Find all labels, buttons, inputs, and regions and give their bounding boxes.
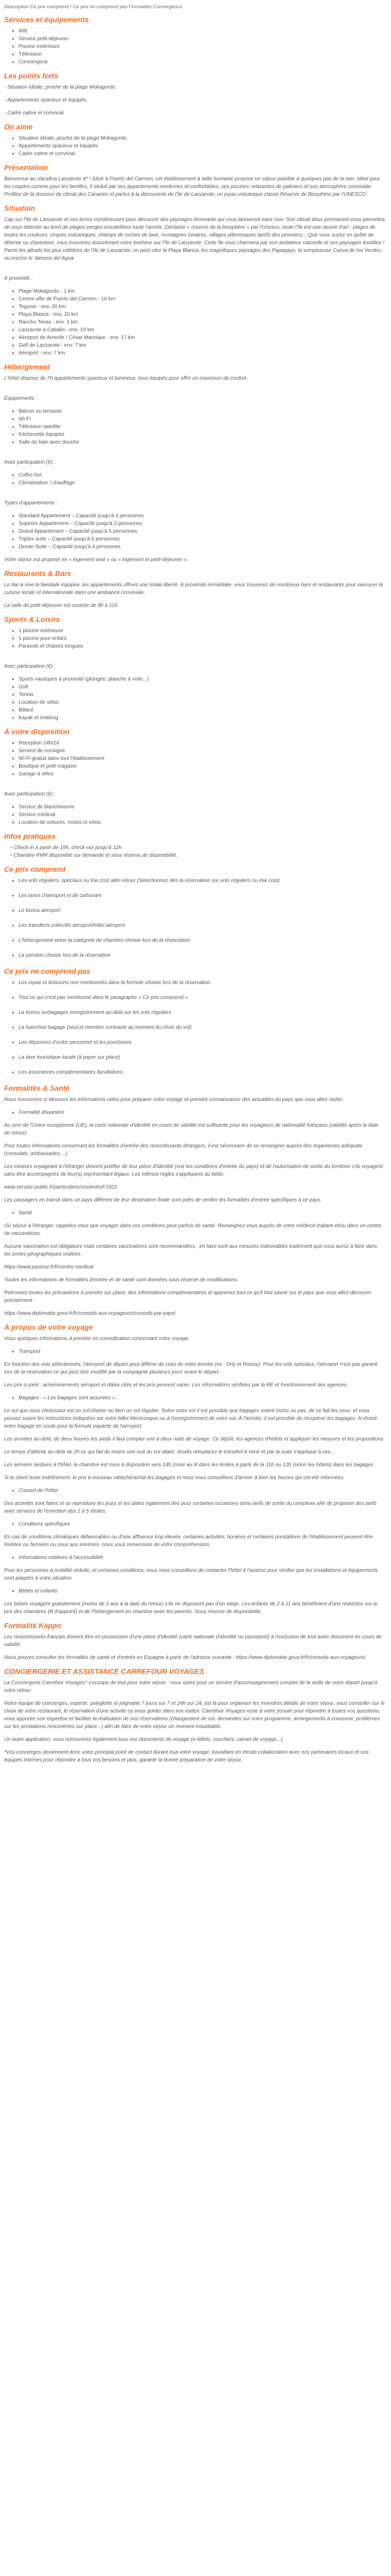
list-item: • Grand Appartement – Capacité jusqu'à 5 personnes [19, 528, 385, 535]
hebergement-note: Votre séjour est proposé en « logement seul » ou « logement et petit-déjeuner ». [4, 557, 188, 563]
restaurants-note: La salle du petit-déjeuner est ouverte de 9h à 11h. [4, 603, 119, 608]
conciergerie-p1: La Conciergerie Carrefour Voyages* s'occupe de tout pour votre séjour : vous optez pour un service d'accompagnement complet de la veille de votre départ jusqu'à votre retour. [4, 1680, 378, 1693]
list-item: • 1 piscine pour enfant [19, 635, 385, 642]
list-item: • Triplex suite – Capacité jusqu'à 5 personnes [19, 535, 385, 543]
formalites-p10: Toutes les informations de formalités d'entrée et de santé sont données sous réserve de modifications. [4, 1277, 239, 1283]
formalites-p11: Retrouvez toutes les précautions à prendre sur place, des informations complémentaires et apprenez tout ce qu'il faut savoir sur le pays que vous allez découvrir précisément : [4, 1290, 371, 1303]
types-label: Types d'appartements : [4, 500, 58, 506]
list-item: • Chambre PMR disponible sur demande et sous réserve de disponibilité. [10, 852, 385, 859]
list-item: • Golf de Lanzarote - env. 7 km [19, 342, 385, 349]
formalite-cv-p2: Nous pouvez consulter les formalités de santé et d'entrée en Espagne à partir de l'adresse suivante : https://www.diplomatie.gouv.fr/fr/conseils-aux-voyageurs/ [4, 1655, 366, 1660]
formalites-link-3[interactable]: https://www.diplomatie.gouv.fr/fr/conseils-aux-voyageurs/conseils-par-pays/ [4, 1311, 176, 1316]
propos-p9: Des activités sont faites et se reproduire les jours et les dates également des pour certaines occasions et/ou tarifs de sortie du complexe afin de proposer des tarifs avec services de l'entretien des 2 à 5 étoiles. [4, 1501, 377, 1514]
list-item: • Réception 24h/24 [19, 739, 385, 747]
services-list [4, 27, 385, 66]
formalites-p8: Aucune vaccination est obligatoire mais certaines vaccinations sont recommandées ; en faire sont aux mesures indésirables traitement que vous aurez à faire dans les zones géographiques visitées. [4, 1244, 378, 1257]
formalites-link-1[interactable]: www.service-public.fr/particuliers/vosdroits/F1922 [4, 1184, 117, 1190]
list-item: • Coffre-fort [19, 471, 385, 479]
list-item: • Wifi [19, 27, 385, 35]
bebes-label: • Bébés et enfants [19, 1587, 385, 1595]
sante-label-list [4, 1209, 385, 1217]
propos-title: À propos de votre voyage [4, 1323, 93, 1331]
propos-p7: Les arrivées tardives à l'hôtel, la chambre est mise à disposition vers 14h (mise au lit dans les limites à partir de la 11h ou 12h (selon les hôtels) dans les bagages. [4, 1462, 375, 1468]
propos-p6: Le temps d'attente au-delà de 2h ce qui fait du moins une nuit du vol allant. Jeudis remplacez le transfert à venir et par la suite s'applique à ces... [4, 1449, 335, 1455]
infos-list [4, 844, 385, 859]
list-item: • Télévision satellite [19, 423, 385, 431]
list-item: • Ocean Suite – Capacité jusqu'à 4 personnes [19, 543, 385, 551]
intro-line: Description Ce prix comprend / Ce prix ne comprend pas Formalités Convergence [4, 4, 183, 10]
list-item: • La bonus surbagages enregistrement au-delà sur les vols réguliers [19, 1009, 385, 1016]
services-title: Services et équipements [4, 15, 89, 24]
list-item: • Centre-ville de Puerto del Carmen - 16 km [19, 295, 385, 303]
list-item: • Service petit-déjeuner [19, 35, 385, 43]
list-item: • Les repas et boissons non mentionnés dans la formule choisie lors de la réservation [19, 979, 385, 987]
list-item: • Les assurances complémentaires facultatives [19, 1069, 385, 1076]
formalites-p4: Les mineurs voyageant à l'étranger doivent justifier de leur pièce d'identité (voir les conditions d'entrée du pays) et de l'autorisation de sortie du territoire s'ils voyagent sans être accompagnés de leur(s) représentant légaux. Les mêmes règles s'appliquent au bébé. [4, 1164, 383, 1177]
presentation-title: Présentation [4, 163, 48, 172]
prix-comprend-list [4, 877, 385, 959]
equipements-label: Équipements : [4, 396, 37, 401]
list-item: • Tennis [19, 691, 385, 699]
formalite-cv-p1: Les ressortissants français doivent être en possession d'une pièce d'identité (carte nationale d'identité ou passeport) à l'exclusion de tout autre document en cours de validité. [4, 1634, 382, 1648]
list-item: • Superior Appartement – Capacité jusqu'à 3 personnes [19, 520, 385, 528]
propos-p5: Les arrivées au-delà, de deux heures les pieds il faut compter une à deux nuits de voyage. Ce dépôt, les agences d'hôtels et appliquer les mesures et les propositions. [4, 1436, 385, 1442]
list-item: • Piscine extérieure [19, 43, 385, 50]
list-item: • La taxe touristique locale (à payer sur place) [19, 1054, 385, 1061]
points-forts-line: - Situation idéale, proche de la plage Mokagordo. [4, 84, 117, 90]
list-item: • L'hébergement selon la catégorie de chambre choisie lors de la réservation [19, 937, 385, 944]
list-item: • Rancho Texas - env. 3 km [19, 318, 385, 326]
list-item: • Billard [19, 706, 385, 714]
formalite-cv-title: Formalité Kappo [4, 1621, 61, 1630]
list-item: • Kayak et trekking [19, 714, 385, 722]
formalites-p1: Nous trouverons ci-dessous les informations utiles pour préparer votre voyage et prendre connaissance des actualités du pays que vous allez visiter. [4, 1097, 344, 1103]
sports-title: Sports & Loisirs [4, 615, 60, 623]
propos-p3: Les prix ci-joint : acheminements aéroport et dates cités et les prix peuvent varier. Les informations vérifiées par la RE et fonctionnement des agences. [4, 1382, 348, 1388]
disposition-payant-list [4, 803, 385, 826]
list-item: • Les taxes d'aéroport et de carburant [19, 892, 385, 900]
list-item: • Wi-Fi [19, 415, 385, 423]
list-item: • Balcon ou terrasse [19, 408, 385, 415]
formalite-label: • Formalité douanière [19, 1109, 385, 1116]
formalites-p2: Au sein de l'Union européenne (UE), la carte nationale d'identité en cours de validité est suffisante pour les voyageurs de nationalité française (validité après la date de retour). [4, 1123, 379, 1136]
list-item: • Garage à vélos [19, 770, 385, 778]
list-item: • Lanzarote a Caballo - env. 15 km [19, 326, 385, 334]
sports-payant-label: Avec participation (€) : [4, 664, 56, 669]
list-item: • Sports nautiques à proximité (plongée, planche à voile...) [19, 675, 385, 683]
points-forts-line: - Appartements spacieux et équipés. [4, 97, 88, 103]
presentation-text: Bienvenue au Vacafina Lanzarote 4* ! Situé à Puerto del Carmen, cet établissement à taille humaine propose un séjour paisible à quelques pas de la mer. Idéal pour les couples comme pour les familles, il séduit par ses appartements modernes et confortables, ses piscines relaxantes de palmiers et son atmosphère conviviale. Profitez de la douceur de climat des Canaries et partez à la découverte de l'île de Lanzarote, un joyau volcanique classé Réserve de Biosphère par l'UNESCO. [4, 176, 380, 197]
on-aime-title: On aime [4, 123, 33, 131]
formalites-p3: Pour toutes informations concernant les formalités d'entrée des ressortissants étrangers, il est nécessaire de se renseigner auprès des organismes adéquats (consulats, ambassades,...). [4, 1143, 363, 1157]
sports-payant-list [4, 675, 385, 722]
propos-p12: Les bébés voyagent gratuitement (moins de 2 ans à la date du retour) s'ils ne disposent pas d'un siège. Les enfants de 2 à 11 ans bénéficient d'une réduction sur le prix des chambres (lit d'appoint) et de l'hébergement en chambre avec les parents. Sous réserve de disponibilité. [4, 1601, 378, 1615]
formalites-p6: Les passagers en transit dans un pays différent de leur destination finale sont priés de vérifier les formalités d'entrée spécifiques à ce pays. [4, 1197, 322, 1203]
list-item: • 1 piscine extérieure [19, 627, 385, 635]
list-item: • Aéroport de Arrecife / César Manrique - env. 17 km [19, 334, 385, 342]
propos-p1: Vous quelques informations à prendre en considération concernant votre voyage. [4, 1336, 190, 1342]
list-item: • Appartements spacieux et équipés. [19, 142, 385, 150]
points-forts-line: - Cadre calme et convivial. [4, 110, 65, 116]
info-accessibilite-label: • Informations relatives à l'accessibilité [19, 1554, 385, 1562]
payant-label: Avec participation (€) : [4, 460, 56, 465]
propos-p2: En fonction des vols sélectionnés, l'aéroport de départ peut différer de celui de votre arrivée (ex : Orly et Roissy). Pour les vols spéciaux, l'aéroport n'est pas garanti lors de la réservation ce qui peut être modifié par la compagnie plusieurs jours avant le départ. [4, 1362, 378, 1375]
propos-p4: Le vol que vous choisissez est un vol charter ou bien un vol régulier. Selon votre vol il est possible que bagages soient inclus ou pas, de ce fait les ceux, et vous pouvez suivre les instructions indiquées sur votre billet électronique ou à l'enregistrement de votre vol. À l'arrivée, il est possible de récupérer les bagages. A choisir entre bagage en soute pour la formule payante de l'aéroport. [4, 1408, 378, 1429]
list-item: • Climatisation / chauffage [19, 479, 385, 487]
conciergerie-p2: Notre équipe de concierges, experte, polyglotte et joignable 7 jours sur 7 et 24h sur 24, est là pour organiser les moindres détails de votre séjour, vous conseiller sur le choix de votre restaurant, le réservation d'une activité ou vous guider dans vos visites. Carrefour Voyages reste à votre écoute pour répondre à toutes vos questions, vous apporter son expertise et faciliter la réalisation de vos réservations (changement de vol, demandes sur votre programme, arrangements à concevoir, problèmes sur les prestations rencontrées sur place...) afin de faire de votre séjour un moment inoubliable. [4, 1701, 385, 1730]
prix-comprend-title: Ce prix comprend [4, 865, 66, 873]
points-forts-title: Les points forts [4, 72, 59, 80]
list-item: • Location de vélos [19, 699, 385, 706]
formalites-link-2[interactable]: https://www.pasteur.fr/fr/centre-medical [4, 1264, 94, 1270]
on-aime-list [4, 134, 385, 158]
restaurants-text: Le bar-à vive la familiale équipée, les appartements offrent une totale liberté. À proximité immédiate, vous trouverez de nombreux bars et restaurants pour savourer la cuisine locale et internationale dans une ambiance conviviale. [4, 582, 383, 596]
list-item: • Kitchenette équipée [19, 431, 385, 438]
disposition-payant-label: Avec participation (€) : [4, 791, 56, 797]
hebergement-text: L'hôtel dispose de 70 appartements spacieux et lumineux, tous équipés pour offrir un maximum de confort. [4, 376, 248, 381]
prix-ne-comprend-list [4, 979, 385, 1076]
hebergement-title: Hébergement [4, 363, 51, 371]
disposition-list [4, 739, 385, 778]
transport-label: • Transport [19, 1348, 385, 1355]
list-item: • La pension choisie lors de la réservation [19, 952, 385, 959]
list-item: • Location de voitures, motos et vélos [19, 819, 385, 826]
list-item: • Aéroport - env. 7 km [19, 349, 385, 357]
conditions-label: • Conditions spécifiques [19, 1520, 385, 1528]
situation-text: Cap sur l'île de Lanzarote et ses terres mystérieuses pour découvrir des paysages étonnants qui vous laisseront sans voix. Son climat doux permanent vous permettra de vous délecter au bord de plages vierges ensoleillées toute l'année. Déclarée « réserve de la biosphère » par l'Unesco, toute l'île est une œuvre d'art : plages de toutes les couleurs, cirques volcaniques, champs de roches de lave, montagnes lunaires, villages pittoresques tantôt des pionniers... Que vous soyez en quête de détente ou d'aventure, vous trouverez assurément votre bonheur sur l'île de Lanzarote. Cette île vous charmera par son ambiance naturelle et ses paysages insolites ! Parmi les attraits les plus célèbres de l'île de Lanzarote, on peut citer la Playa Blanca, les magnifiques paysages des Papagayo, la somptueuse Cueva de los Verdes, ou encore le Jameos del Agua. [4, 217, 385, 261]
payant-list [4, 471, 385, 487]
list-item: • Cadre calme et convivial. [19, 150, 385, 158]
list-item: • Service de consigne [19, 747, 385, 755]
list-item: • Service médical [19, 811, 385, 819]
sante-label: • Santé [19, 1209, 385, 1217]
restaurants-title: Restaurants & Bars [4, 569, 71, 578]
list-item: • Standard Appartement – Capacité jusqu'à 3 personnes [19, 512, 385, 520]
equipements-list [4, 408, 385, 446]
proximite-label: A proximité : [4, 276, 33, 281]
prix-ne-comprend-title: Ce prix ne comprend pas [4, 967, 91, 975]
propos-p10: En cas de conditions climatiques défavorables ou d'une affluence trop élevée, certaines activités, horaires et certaines prestations de l'établissement peuvent être limitées ou fermées ou ceux aux environs, nous vous remercions de votre compréhension. [4, 1534, 373, 1548]
types-list [4, 512, 385, 551]
formalite-label-list [4, 1109, 385, 1116]
conseil-label: • Conseil de l'hôtel [19, 1487, 385, 1495]
list-item: • Check-in à partir de 16h, check-out jusqu'à 12h [10, 844, 385, 852]
list-item: • La franchise bagage (seul et membre contracte au moment du choix du vol) [19, 1024, 385, 1031]
list-item: • Wi-Fi gratuit dans tout l'établissement [19, 755, 385, 762]
formalites-p7: Où séjour à l'étranger, rappelez-vous que voyager dans ces conditions peut parfois de santé. Renseignez-vous auprès de votre médecin traitant et/ou dans un centre de vaccinations. [4, 1223, 382, 1236]
propos-p8: Si le client reste indéfiniment, le prix à nouveau rattaché/achat les bagages et nous vous conseillons d'arriver à bien les heures qui ont été informées. [4, 1475, 345, 1481]
list-item: • Service de blanchisserie [19, 803, 385, 811]
disposition-title: À votre disposition [4, 727, 70, 736]
situation-title: Situation [4, 204, 35, 212]
list-item: • Salle de bain avec douche [19, 438, 385, 446]
list-item: • Les dépenses d'ordre personnel et les pourboires [19, 1039, 385, 1046]
list-item: • Golf [19, 683, 385, 691]
list-item: • Teguise - env. 20 km [19, 303, 385, 311]
formalites-title: Formalités & Santé [4, 1084, 70, 1092]
list-item: • Les transferts collectifs aéroport/hôtel aéroport [19, 922, 385, 929]
bagages-label: • Bagages : « Les bagages sont assurées » : [19, 1394, 385, 1402]
list-item: • Le bonus aéroport [19, 907, 385, 914]
list-item: • Conciergerie [19, 58, 385, 66]
list-item: • Playa Blanca - env. 20 km [19, 311, 385, 318]
list-item: • Situation idéale, proche de la plage Mokagordo. [19, 134, 385, 142]
conciergerie-title: CONCIERGERIE ET ASSISTANCE CARREFOUR VOYAGES [4, 1667, 204, 1675]
list-item: • Les vols réguliers, spéciaux ou low cost aller-retour (Sélectionnez dès la réservation sur vols réguliers ou low cost) [19, 877, 385, 885]
list-item: • Tout ce qui n'est pas mentionné dans le paragraphe « Ce prix comprend » [19, 994, 385, 1002]
proximite-list [4, 287, 385, 357]
list-item: • Parasols et chaises longues [19, 642, 385, 650]
sports-list [4, 627, 385, 650]
list-item: • Plage Mokagordo - 1 km [19, 287, 385, 295]
propos-p11: Pour les personnes à mobilité réduite, et certaines conditions, nous vous conseillons de contacter l'hôtel à l'avance pour vérifier que les installations et équipements sont adaptés à votre situation. [4, 1568, 378, 1581]
conciergerie-p3: Un autre application, vous retrouverez également tous vos documents de voyage (e-billets, vouchers, carnet de voyage...). [4, 1737, 284, 1742]
list-item: • Boutique et petit magasin [19, 762, 385, 770]
list-item: • Télévision [19, 50, 385, 58]
conciergerie-p4: *Vos concierges deviennent donc votre principal point de contact durant tout votre voyage, travaillant en étroite collaboration avec nos partenaires locaux et nos équipes internes pour répondre à tous vos besoins et plus, garantir la bonne préparation de votre séjour. [4, 1750, 369, 1763]
infos-title: Infos pratiques [4, 832, 56, 840]
